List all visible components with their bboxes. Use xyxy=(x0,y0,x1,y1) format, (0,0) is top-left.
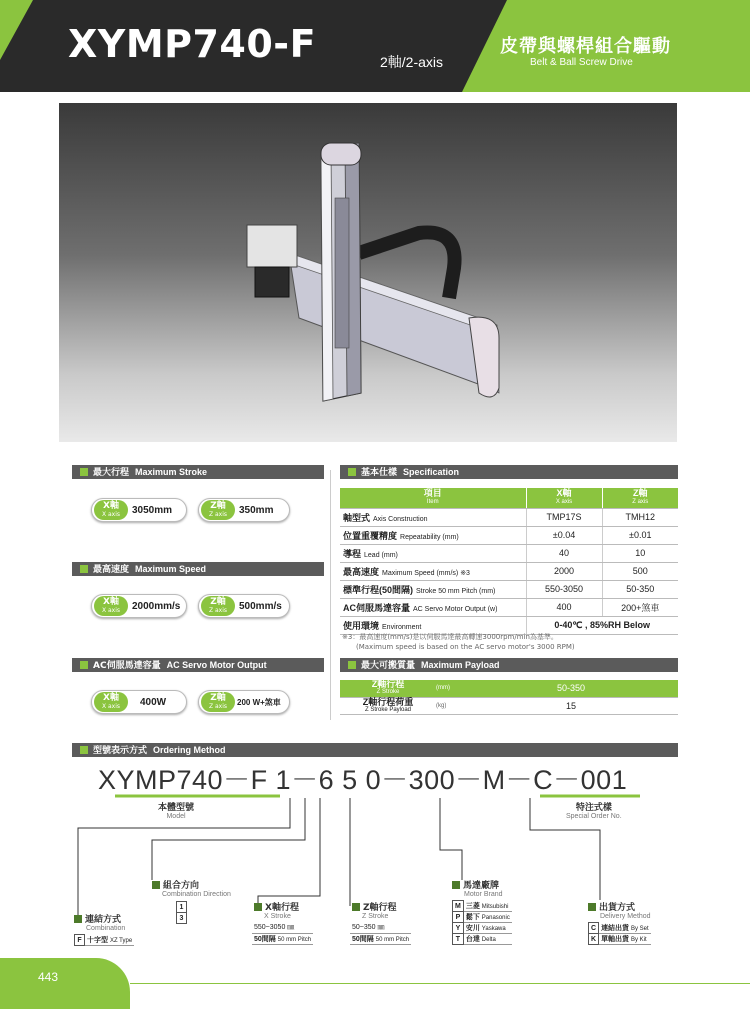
spec-header xyxy=(340,465,678,479)
delivery-method-label: 出貨方式 Delivery Method xyxy=(588,900,651,920)
bullet-square xyxy=(80,661,88,669)
z-axis-badge: Z軸 Z axis xyxy=(201,596,235,616)
bullet-square xyxy=(348,468,356,476)
bullet-square xyxy=(348,661,356,669)
table-row: 最高速度 Maximum Speed (mm/s) ※3 2000 500 xyxy=(340,562,678,580)
list-item: 3 xyxy=(177,913,187,924)
combination-direction-options xyxy=(176,901,187,924)
bullet-square xyxy=(80,468,88,476)
table-row: 導程 Lead (mm) 40 10 xyxy=(340,544,678,562)
list-item: P 鬆下 Panasonic xyxy=(453,912,512,923)
servo-x-value: 400W xyxy=(140,696,167,708)
list-item: C 連結出貨 By Set xyxy=(589,923,651,934)
spec-head-z: Z軸 Z axis xyxy=(602,488,678,508)
table-row: Z軸行程 Z Stroke (mm) 50-350 xyxy=(340,680,678,697)
stroke-z-value: 350mm xyxy=(239,504,274,516)
table-row: 位置重覆精度 Repeatability (mm) ±0.04 ±0.01 xyxy=(340,526,678,544)
ordering-title-cn: 型號表示方式 xyxy=(93,746,148,756)
list-item: 50間隔 50 mm Pitch xyxy=(252,933,313,944)
list-item: 1 xyxy=(177,902,187,913)
list-item: 550~3050 ㎜ xyxy=(252,922,313,933)
speed-z-pill xyxy=(198,594,290,618)
servo-title-en: AC Servo Motor Output xyxy=(166,660,267,670)
table-row: AC伺服馬達容量 AC Servo Motor Output (w) 400 200+煞車 xyxy=(340,598,678,616)
bullet-square xyxy=(80,565,88,573)
footer-tab xyxy=(0,958,130,1009)
product-image xyxy=(59,103,677,442)
z-axis-badge: Z軸 Z axis xyxy=(201,500,235,520)
z-stroke-label: Z軸行程 Z Stroke xyxy=(352,900,397,920)
servo-title-cn: AC伺服馬達容量 xyxy=(93,661,161,671)
drive-title-cn: 皮帶與螺桿組合驅動 xyxy=(500,36,671,57)
table-row: 使用環境 Environment 0-40℃ , 85%RH Below xyxy=(340,616,678,634)
spec-head-x: X軸 X axis xyxy=(526,488,602,508)
payload-header xyxy=(340,658,678,672)
ordering-title-en: Ordering Method xyxy=(153,745,226,755)
max-stroke-title-en: Maximum Stroke xyxy=(135,467,208,477)
servo-header xyxy=(72,658,324,672)
servo-z-value: 200 W+煞車 xyxy=(237,697,281,707)
x-axis-badge: X軸 X axis xyxy=(94,596,128,616)
speed-x-value: 2000mm/s xyxy=(132,600,181,612)
speed-z-value: 500mm/s xyxy=(239,600,282,612)
model-label: 本體型號 Model xyxy=(158,803,195,820)
list-item: M 三菱 Mitsubishi xyxy=(453,901,512,912)
list-item: 50間隔 50 mm Pitch xyxy=(350,933,411,944)
motor-brand-label: 馬達廠牌 Motor Brand xyxy=(452,878,503,898)
header-accent xyxy=(0,0,33,92)
payload-title-cn: 最大可搬質量 xyxy=(361,661,416,671)
stroke-z-pill xyxy=(198,498,290,522)
special-label: 特注式樣 Special Order No. xyxy=(566,803,622,820)
max-speed-title-cn: 最高速度 xyxy=(93,565,130,575)
stroke-x-pill xyxy=(91,498,187,522)
x-stroke-label: X軸行程 X Stroke xyxy=(254,900,299,920)
spec-title-cn: 基本仕樣 xyxy=(361,468,398,478)
list-item: K 單軸出貨 By Kit xyxy=(589,934,651,945)
bullet-square xyxy=(80,746,88,754)
payload-table xyxy=(340,680,678,715)
drive-title-en: Belt & Ball Screw Drive xyxy=(530,57,633,68)
payload-title-en: Maximum Payload xyxy=(421,660,500,670)
spec-head-item: 項目 Item xyxy=(340,488,526,508)
max-speed-header xyxy=(72,562,324,576)
stroke-x-value: 3050mm xyxy=(132,504,173,516)
table-row: Z軸行程荷重 Z Stroke Payload (kg) 15 xyxy=(340,697,678,714)
combination-options xyxy=(74,934,134,946)
list-item: T 台達 Delta xyxy=(453,934,512,945)
table-row: 標準行程(50間隔) Stroke 50 mm Pitch (mm) 550-3050 50-350 xyxy=(340,580,678,598)
max-stroke-header xyxy=(72,465,324,479)
page-number: 443 xyxy=(38,970,59,984)
spec-note-en: (Maximum speed is based on the AC servo motor's 3000 RPM) xyxy=(356,643,575,651)
list-item: Y 安川 Yaskawa xyxy=(453,923,512,934)
combination-label: 連結方式 Combination xyxy=(74,912,125,932)
x-axis-badge: X軸 X axis xyxy=(94,500,128,520)
footer-line xyxy=(130,983,750,984)
spec-note xyxy=(342,632,575,652)
motor-brand-options xyxy=(452,900,512,945)
delivery-method-options xyxy=(588,922,651,945)
ordering-header xyxy=(72,743,678,757)
z-axis-badge: Z軸 Z axis xyxy=(201,692,235,712)
spec-note-cn: ※3：最高速度(mm/s)是以伺服馬達最高轉速3000rpm/min為基準。 xyxy=(342,633,558,641)
model-title: XYMP740-F xyxy=(68,22,317,66)
spec-table xyxy=(340,488,678,635)
axis-label: 2軸/2-axis xyxy=(380,54,444,70)
gantry-illustration xyxy=(59,103,677,442)
z-stroke-options xyxy=(350,922,411,945)
column-divider xyxy=(330,470,331,720)
list-item: 50~350 ㎜ xyxy=(350,922,411,933)
speed-x-pill xyxy=(91,594,187,618)
combination-direction-label: 組合方向 Combination Direction xyxy=(152,878,231,898)
servo-x-pill xyxy=(91,690,187,714)
max-speed-title-en: Maximum Speed xyxy=(135,564,207,574)
spec-title-en: Specification xyxy=(403,467,460,477)
table-row: 軸型式 Axis Construction TMP17S TMH12 xyxy=(340,508,678,526)
max-stroke-title-cn: 最大行程 xyxy=(93,468,130,478)
spec-head-row xyxy=(340,488,678,508)
order-code: XYMP740－F 1－6 5 0－300－M－C－001 xyxy=(98,765,628,795)
page-header xyxy=(0,0,750,92)
list-item: F 十字型 XZ Type xyxy=(75,935,135,946)
x-axis-badge: X軸 X axis xyxy=(94,692,128,712)
servo-z-pill xyxy=(198,690,290,714)
x-stroke-options xyxy=(252,922,313,945)
